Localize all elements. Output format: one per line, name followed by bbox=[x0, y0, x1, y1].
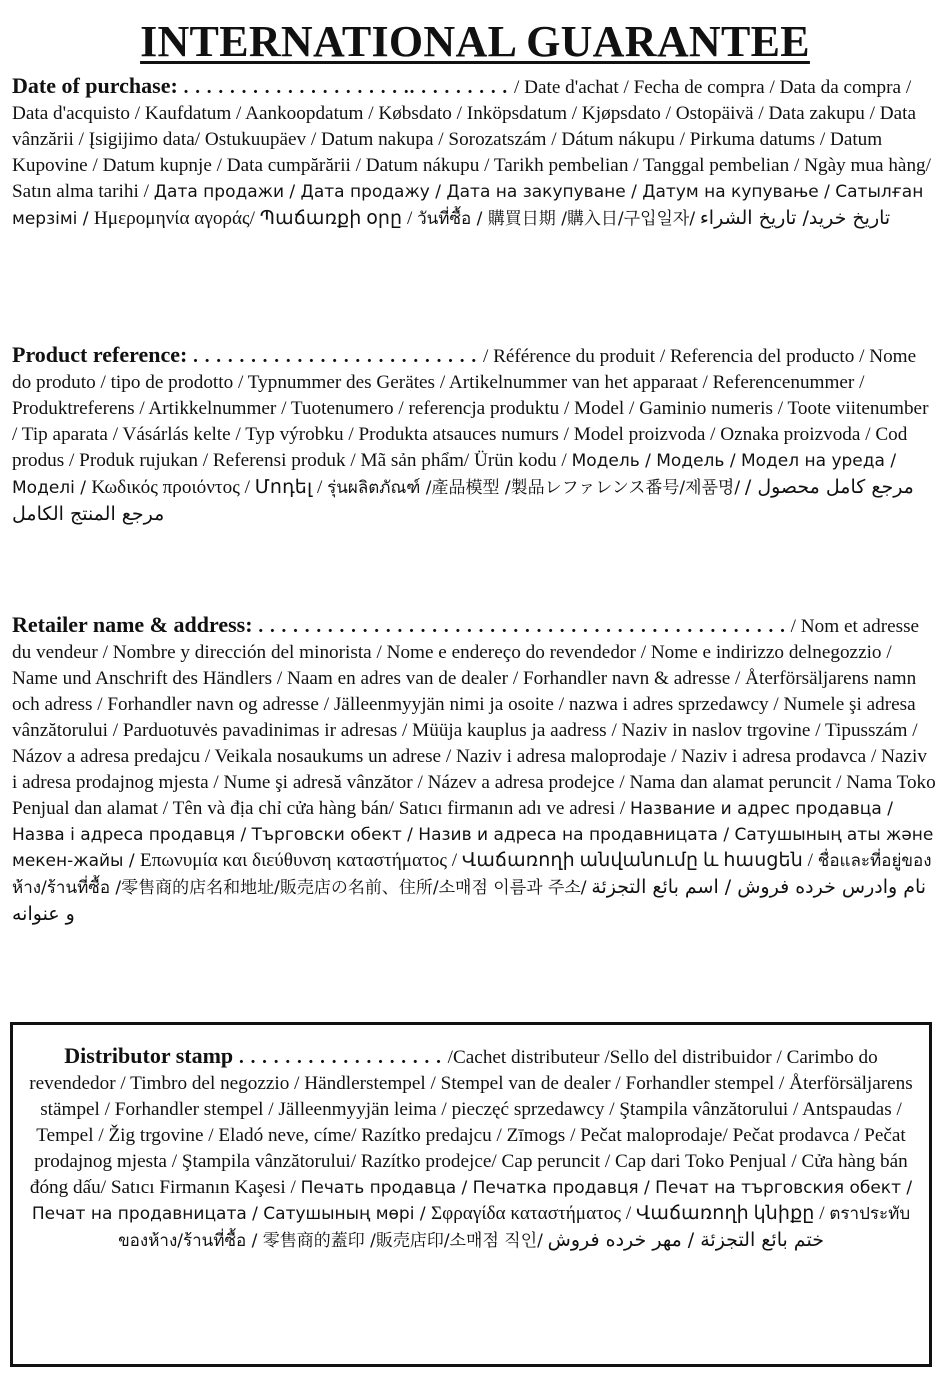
distributor-stamp-translations-asian: ตราประทับของห้าง/ร้านที่ซื้อ / 零售商的蓋印 /販売店印/소매점 직인/ bbox=[118, 1204, 911, 1251]
date-of-purchase-translations: / Date d'achat / Fecha de compra / Data da compra / Data d'acquisto / Kaufdatum / Aankoopdatum / Købsdato / Inköpsdatum / Kjøpsdato / Ostopäivä / Data zakupu / Data vânzării / Įsigijimo data/ Ostukuupäev / Datum nakupa / Sorozatszám / Dátum nákupu / Pirkuma datums / Datum Kupovine / Datum kupnje / Data cumpărării / Datum nákupu / Tarikh pembelian / Tanggal pembelian / Ngày mua hàng/ Satın alma tarihi / bbox=[12, 77, 931, 202]
product-reference-translations-greek-armenian: Κωδικός προιόντος / Մոդել / bbox=[91, 477, 328, 498]
retailer-translations-arabic: نام وادرس خرده فروش / اسم بائع التجزئة و عنوانه bbox=[12, 876, 927, 925]
product-reference-label: Product reference: bbox=[12, 342, 188, 367]
product-reference-translations: / Référence du produit / Referencia del producto / Nome do produto / tipo de prodotto / Typnummer des Gerätes / Artikelnummer van het apparaat / Referencenummer / Produktreferens / Artikkelnummer / Tuotenumero / referencja produktu / Model / Gaminio numeris / Toote viitenumber / Tip aparata / Vásárlás kelte / Typ výrobku / Produkta atsauces numurs / Model proizvoda / Oznaka proizvoda / Cod produs / Produk rujukan / Referensi produk / Mã sản phẩm/ Ürün kodu / bbox=[12, 346, 929, 471]
date-of-purchase-label: Date of purchase: bbox=[12, 73, 178, 98]
date-of-purchase-translations-arabic: تاريخ خريد/ تاريخ الشراء bbox=[699, 207, 891, 229]
distributor-stamp-translations: /Cachet distributeur /Sello del distribuidor / Carimbo do revendedor / Timbro del negozzio / Händlerstempel / Stempel van de dealer / Forhandler stempel / Återförsäljarens stämpel / Forhandler stempel / Jälleenmyyjän leima / pieczęć sprzedawcy / Ştampila vânzătorului / Antspaudas / Tempel / Žig trgovine / Eladó neve, címe/ Razítko predajcu / Zīmogs / Pečat maloprodaje/ Pečat prodavca / Pečat prodajnog mjesta / Ştampila vânzătorului/ Razítko prodejce/ Cap peruncit / Cap dari Toko Penjual / Cửa hàng bán đóng dấu/ Satıcı Firmanın Kaşesi / bbox=[29, 1047, 913, 1198]
product-reference-section bbox=[12, 342, 936, 528]
date-of-purchase-translations-greek-armenian: Ημερομηνία αγοράς/ Պաճառքի օրը / bbox=[93, 208, 413, 229]
distributor-stamp-section bbox=[21, 1043, 921, 1254]
distributor-stamp-box[interactable] bbox=[10, 1022, 932, 1367]
retailer-translations-cyrillic: Название и адрес продавца / Назва і адреса продавця / Търговски обект / Назив и адреса на продавницата / Сатушының аты және мекен-жайы / bbox=[12, 799, 934, 871]
product-reference-translations-asian: รุ่นผลิตภัณฑ์ /產品模型 /製品レファレンス番号/제품명/ bbox=[327, 478, 741, 498]
product-reference-translations-arabic: مرجع كامل محصول / مرجع المنتج الكامل bbox=[12, 476, 914, 525]
retailer-translations-asian: ชื่อและที่อยู่ของห้าง/ร้านที่ซื้อ /零售商的店名和地址/販売店の名前、住所/소매점 이름과 주소/ bbox=[12, 851, 932, 898]
date-of-purchase-section bbox=[12, 73, 936, 232]
page-title: INTERNATIONAL GUARANTEE bbox=[140, 17, 810, 66]
product-reference-translations-cyrillic: Модель / Модель / Модел на уреда / Моделі / bbox=[12, 451, 897, 498]
distributor-stamp-label: Distributor stamp bbox=[64, 1043, 234, 1068]
date-of-purchase-field[interactable]: . . . . . . . . . . . . . . . . . . . .. . . . . . . . . bbox=[177, 77, 515, 98]
retailer-translations-greek-armenian: Επωνυμία και διεύθυνση καταστήματος / Վաճառողի անվանումը և հասցեն / bbox=[140, 850, 818, 871]
retailer-label: Retailer name & address: bbox=[12, 612, 253, 637]
product-reference-field[interactable]: . . . . . . . . . . . . . . . . . . . . . . . . . bbox=[187, 346, 483, 367]
distributor-stamp-translations-arabic: ختم بائع التجزئة / مهر خرده فروش bbox=[547, 1229, 824, 1251]
retailer-translations: / Nom et adresse du vendeur / Nombre y dirección del minorista / Nome e endereço do revendedor / Nome e indirizzo delnegozzio / Name und Anschrift des Händlers / Naam en adres van de dealer / Forhandler navn & adresse / Återförsäljarens namn och adress / Forhandler navn og adresse / Jälleenmyyjän nimi ja osoite / nazwa i adres sprzedawcy / Numele şi adresa vânzătorului / Parduotuvės pavadinimas ir adresas / Müüja kauplus ja aadress / Naziv in naslov trgovine / Tipusszám / Názov a adresa predajcu / Veikala nosaukums un adrese / Naziv i adresa maloprodaje / Naziv i adresa prodavca / Naziv i adresa prodajnog mjesta / Nume şi adresă vânzător / Název a adresa prodejce / Nama dan alamat peruncit / Nama Toko Penjual dan alamat / Tên và địa chỉ cửa hàng bán/ Satıcı firmanın adı ve adresi / bbox=[12, 616, 936, 819]
distributor-stamp-field: . . . . . . . . . . . . . . . . . . bbox=[233, 1047, 448, 1068]
retailer-field[interactable]: . . . . . . . . . . . . . . . . . . . . . . . . . . . . . . . . . . . . . . . . . . . . . . bbox=[252, 616, 786, 637]
date-of-purchase-translations-cyrillic: Дата продажи / Дата продажу / Дата на закупуване / Датум на купување / Сатылған мерзімі / bbox=[12, 182, 924, 229]
retailer-section bbox=[12, 612, 936, 928]
distributor-stamp-translations-cyrillic: Печать продавца / Печатка продавця / Печат на търговския обект / Печат на продавницата / Сатушының мөрі / bbox=[31, 1178, 913, 1224]
distributor-stamp-translations-greek-armenian: Σφραγίδα καταστήματος / Վաճառողի կնիքը / bbox=[430, 1203, 830, 1224]
date-of-purchase-translations-asian: วันที่ซื้อ / 購買日期 /購入日/구입일자/ bbox=[417, 209, 696, 229]
